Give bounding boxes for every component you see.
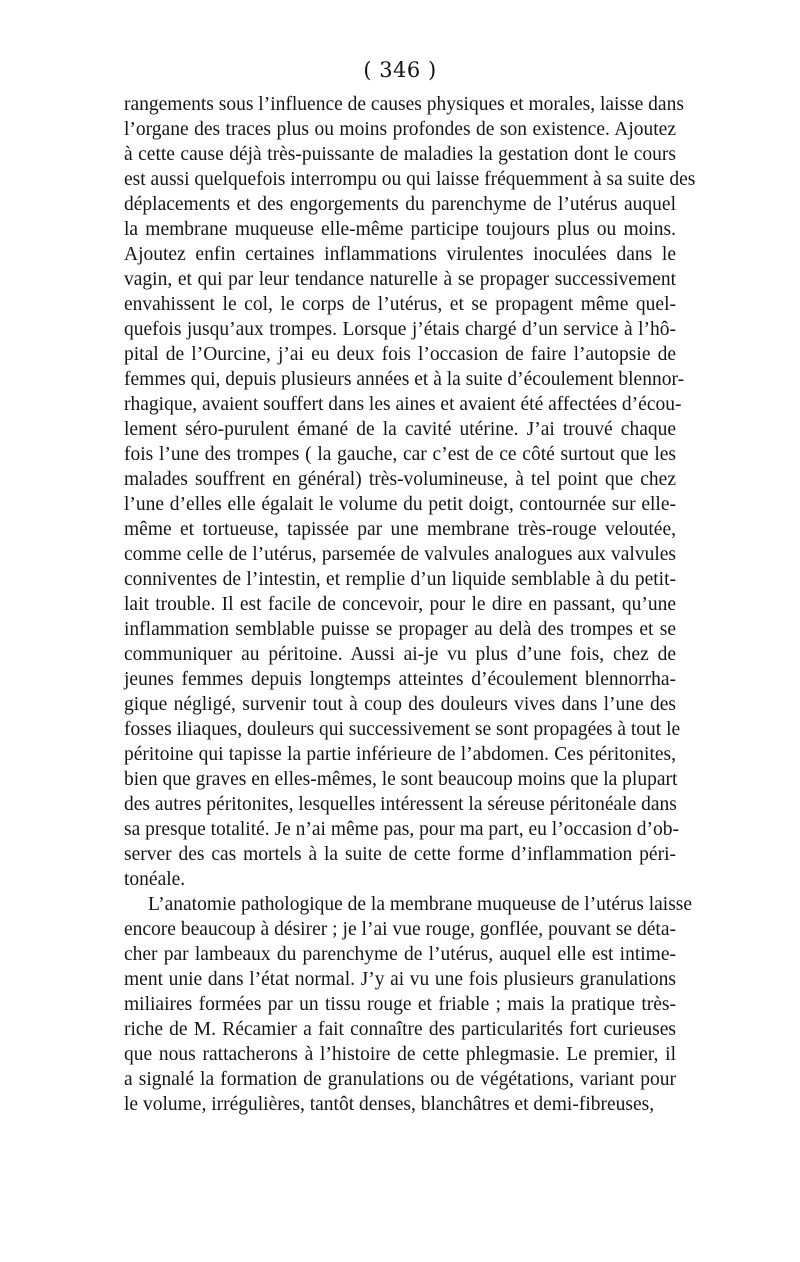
text-line: inflammation semblable puisse se propager au delà des trompes et se	[124, 619, 676, 640]
text-line: gique négligé, survenir tout à coup des douleurs vives dans l’une des	[124, 694, 676, 715]
text-line: envahissent le col, le corps de l’utérus, et se propagent même quel-	[124, 294, 676, 315]
text-line: miliaires formées par un tissu rouge et friable ; mais la pratique très-	[124, 994, 676, 1015]
text-line: communiquer au péritoine. Aussi ai-je vu plus d’une fois, chez de	[124, 644, 676, 665]
text-line: lement séro-purulent émané de la cavité utérine. J’ai trouvé chaque	[124, 419, 676, 440]
text-line: que nous rattacherons à l’histoire de cette phlegmasie. Le premier, il	[124, 1044, 676, 1065]
text-line: l’organe des traces plus ou moins profondes de son existence. Ajoutez	[124, 119, 676, 140]
text-line: rhagique, avaient souffert dans les aines et avaient été affectées d’écou-	[124, 394, 682, 415]
paragraph	[124, 92, 696, 892]
text-line: bien que graves en elles-mêmes, le sont beaucoup moins que la plupart	[124, 769, 678, 790]
text-line: femmes qui, depuis plusieurs années et à la suite d’écoulement blennor-	[124, 369, 685, 390]
text-line: même et tortueuse, tapissée par une membrane très-rouge veloutée,	[124, 519, 676, 540]
text-line: l’une d’elles elle égalait le volume du petit doigt, contournée sur elle-	[124, 494, 676, 515]
text-line: Ajoutez enfin certaines inflammations virulentes inoculées dans le	[124, 244, 676, 265]
text-line: jeunes femmes depuis longtemps atteintes d’écoulement blennorrha-	[124, 669, 676, 690]
text-line: lait trouble. Il est facile de concevoir, pour le dire en passant, qu’une	[124, 594, 676, 615]
text-line: fois l’une des trompes ( la gauche, car c’est de ce côté surtout que les	[124, 444, 676, 465]
text-line: riche de M. Récamier a fait connaître des particularités fort curieuses	[124, 1019, 676, 1040]
text-line: server des cas mortels à la suite de cette forme d’inflammation péri-	[124, 844, 676, 865]
text-line: péritoine qui tapisse la partie inférieure de l’abdomen. Ces péritonites,	[124, 744, 676, 765]
text-line: à cette cause déjà très-puissante de maladies la gestation dont le cours	[124, 144, 676, 165]
text-line: encore beaucoup à désirer ; je l’ai vue rouge, gonflée, pouvant se déta-	[124, 919, 676, 940]
text-line: vagin, et qui par leur tendance naturelle à se propager successivement	[124, 269, 676, 290]
page-number: ( 346 )	[363, 58, 437, 82]
text-line: ment unie dans l’état normal. J’y ai vu une fois plusieurs granulations	[124, 969, 676, 990]
text-line: rangements sous l’influence de causes physiques et morales, laisse dans	[124, 94, 684, 115]
text-line: pital de l’Ourcine, j’ai eu deux fois l’occasion de faire l’autopsie de	[124, 344, 676, 365]
text-line: conniventes de l’intestin, et remplie d’un liquide semblable à du petit-	[124, 569, 676, 590]
text-line: cher par lambeaux du parenchyme de l’utérus, auquel elle est intime-	[124, 944, 676, 965]
text-line: fosses iliaques, douleurs qui successivement se sont propagées à tout le	[124, 719, 681, 740]
text-line: tonéale.	[124, 869, 186, 890]
text-line: L’anatomie pathologique de la membrane muqueuse de l’utérus laisse	[148, 894, 693, 915]
paragraph	[124, 892, 693, 1117]
text-line: malades souffrent en général) très-volumineuse, à tel point que chez	[124, 469, 676, 490]
text-line: a signalé la formation de granulations ou de végétations, variant pour	[124, 1069, 676, 1090]
text-line: sa presque totalité. Je n’ai même pas, pour ma part, eu l’occasion d’ob-	[124, 819, 680, 840]
text-line: est aussi quelquefois interrompu ou qui laisse fréquemment à sa suite des	[124, 169, 696, 190]
text-line: quefois jusqu’aux trompes. Lorsque j’étais chargé d’un service à l’hô-	[124, 319, 676, 340]
text-line: des autres péritonites, lesquelles intéressent la séreuse péritonéale dans	[124, 794, 677, 815]
text-line: le volume, irrégulières, tantôt denses, blanchâtres et demi-fibreuses,	[124, 1094, 655, 1115]
text-line: la membrane muqueuse elle-même participe toujours plus ou moins.	[124, 219, 676, 240]
text-line: déplacements et des engorgements du parenchyme de l’utérus auquel	[124, 194, 676, 215]
body-text	[124, 92, 696, 1117]
text-line: comme celle de l’utérus, parsemée de valvules analogues aux valvules	[124, 544, 676, 565]
